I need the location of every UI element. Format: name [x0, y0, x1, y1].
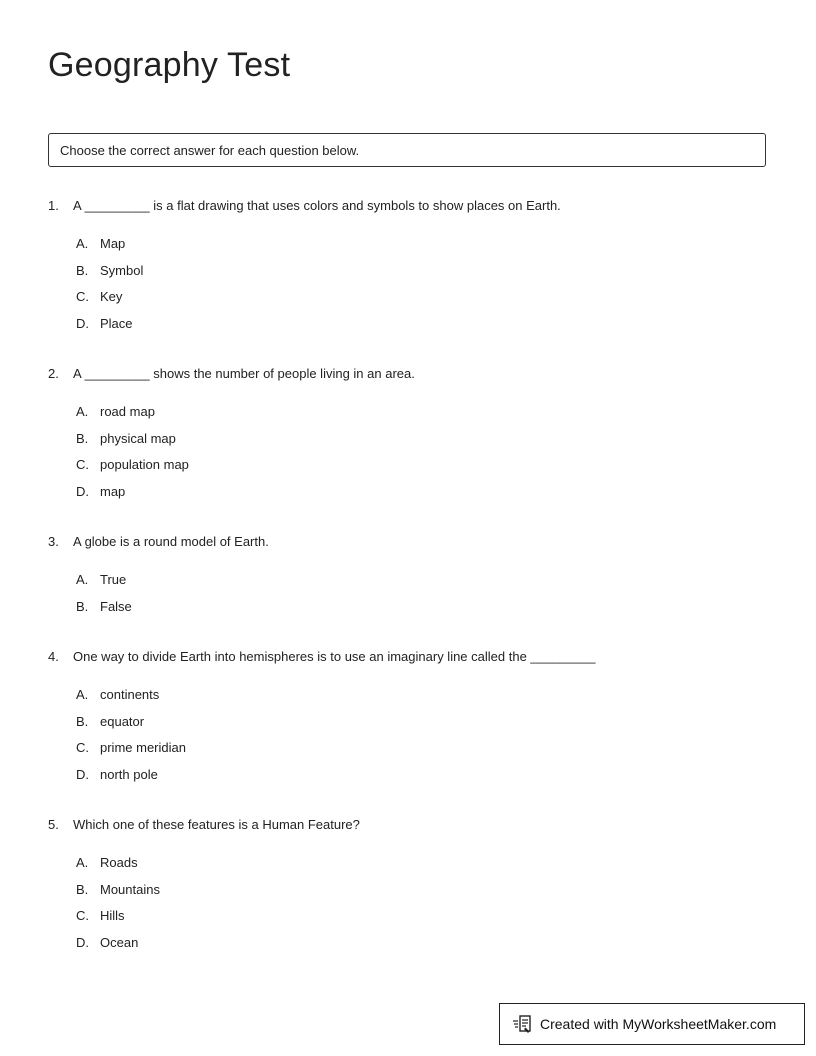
choice-text: physical map [100, 430, 176, 446]
choice-list [48, 686, 768, 784]
question-prompt [48, 816, 768, 834]
question-number: 4. [48, 648, 59, 664]
choice-text: equator [100, 713, 145, 729]
choice-letter: B. [76, 430, 89, 446]
choice-text: Hills [100, 908, 125, 924]
choice-text: map [100, 484, 126, 500]
question-prompt [48, 197, 768, 215]
question-text: One way to divide Earth into hemispheres is to use an imaginary line called the _________ [73, 648, 596, 664]
choice-letter: D. [76, 316, 89, 332]
choice-5a[interactable] [48, 854, 768, 872]
choice-text: prime meridian [100, 740, 186, 756]
question-text: A _________ is a flat drawing that uses colors and symbols to show places on Earth. [73, 198, 561, 213]
choice-4a[interactable] [48, 686, 768, 704]
question-number: 2. [48, 366, 59, 382]
choice-text: Map [100, 236, 126, 251]
choice-4d[interactable] [48, 766, 768, 784]
choice-text: north pole [100, 766, 158, 782]
choice-2c[interactable] [48, 456, 768, 474]
choice-2a[interactable] [48, 403, 768, 421]
question-prompt [48, 648, 768, 666]
question-number: 3. [48, 534, 59, 550]
choice-letter: C. [76, 289, 89, 305]
choice-3b[interactable] [48, 598, 768, 616]
choice-letter: B. [76, 881, 89, 897]
question-1 [48, 197, 768, 333]
choice-text: True [100, 572, 127, 588]
choice-text: Symbol [100, 262, 144, 278]
question-text: A _________ shows the number of people living in an area. [73, 366, 415, 382]
question-2 [48, 365, 768, 501]
choice-5c[interactable] [48, 907, 768, 925]
choice-1d[interactable] [48, 315, 768, 333]
choice-5b[interactable] [48, 881, 768, 899]
choice-letter: A. [76, 404, 89, 420]
choice-letter: D. [76, 766, 89, 782]
page-title: Geography Test [48, 46, 291, 84]
question-4 [48, 648, 768, 784]
instructions-text: Choose the correct answer for each question below. [60, 142, 360, 158]
choice-text: Ocean [100, 934, 139, 950]
choice-letter: C. [76, 740, 89, 756]
question-number: 5. [48, 816, 59, 832]
worksheet-maker-logo-icon [512, 1013, 534, 1035]
choice-text: Key [100, 289, 123, 305]
question-number: 1. [48, 198, 59, 213]
choice-1b[interactable] [48, 262, 768, 280]
question-text: A globe is a round model of Earth. [73, 534, 269, 550]
choice-letter: C. [76, 908, 89, 924]
choice-text: Mountains [100, 881, 160, 897]
choice-list [48, 571, 768, 616]
choice-letter: C. [76, 457, 89, 473]
choice-3a[interactable] [48, 571, 768, 589]
choice-4c[interactable] [48, 739, 768, 757]
choice-letter: A. [76, 236, 89, 251]
choice-5d[interactable] [48, 934, 768, 952]
choice-text: Roads [100, 854, 138, 870]
choice-letter: D. [76, 934, 89, 950]
choice-letter: A. [76, 572, 89, 588]
question-prompt [48, 365, 768, 383]
choice-2d[interactable] [48, 483, 768, 501]
choice-letter: B. [76, 598, 89, 614]
question-3 [48, 533, 768, 616]
question-list [48, 197, 768, 984]
choice-letter: D. [76, 484, 89, 500]
choice-text: population map [100, 457, 189, 473]
choice-text: Place [100, 316, 133, 332]
choice-letter: B. [76, 713, 89, 729]
question-5 [48, 816, 768, 952]
footer-text: Created with MyWorksheetMaker.com [540, 1016, 777, 1032]
choice-text: road map [100, 404, 155, 420]
choice-4b[interactable] [48, 713, 768, 731]
choice-letter: A. [76, 686, 89, 702]
choice-letter: B. [76, 262, 89, 278]
instructions-box [48, 133, 766, 167]
question-text: Which one of these features is a Human Feature? [73, 816, 360, 832]
choice-list [48, 403, 768, 501]
choice-1a[interactable] [48, 235, 768, 253]
footer-badge[interactable] [499, 1003, 805, 1045]
choice-list [48, 854, 768, 952]
choice-list [48, 235, 768, 333]
choice-text: continents [100, 686, 160, 702]
choice-2b[interactable] [48, 430, 768, 448]
question-prompt [48, 533, 768, 551]
choice-text: False [100, 598, 132, 614]
choice-letter: A. [76, 854, 89, 870]
choice-1c[interactable] [48, 288, 768, 306]
